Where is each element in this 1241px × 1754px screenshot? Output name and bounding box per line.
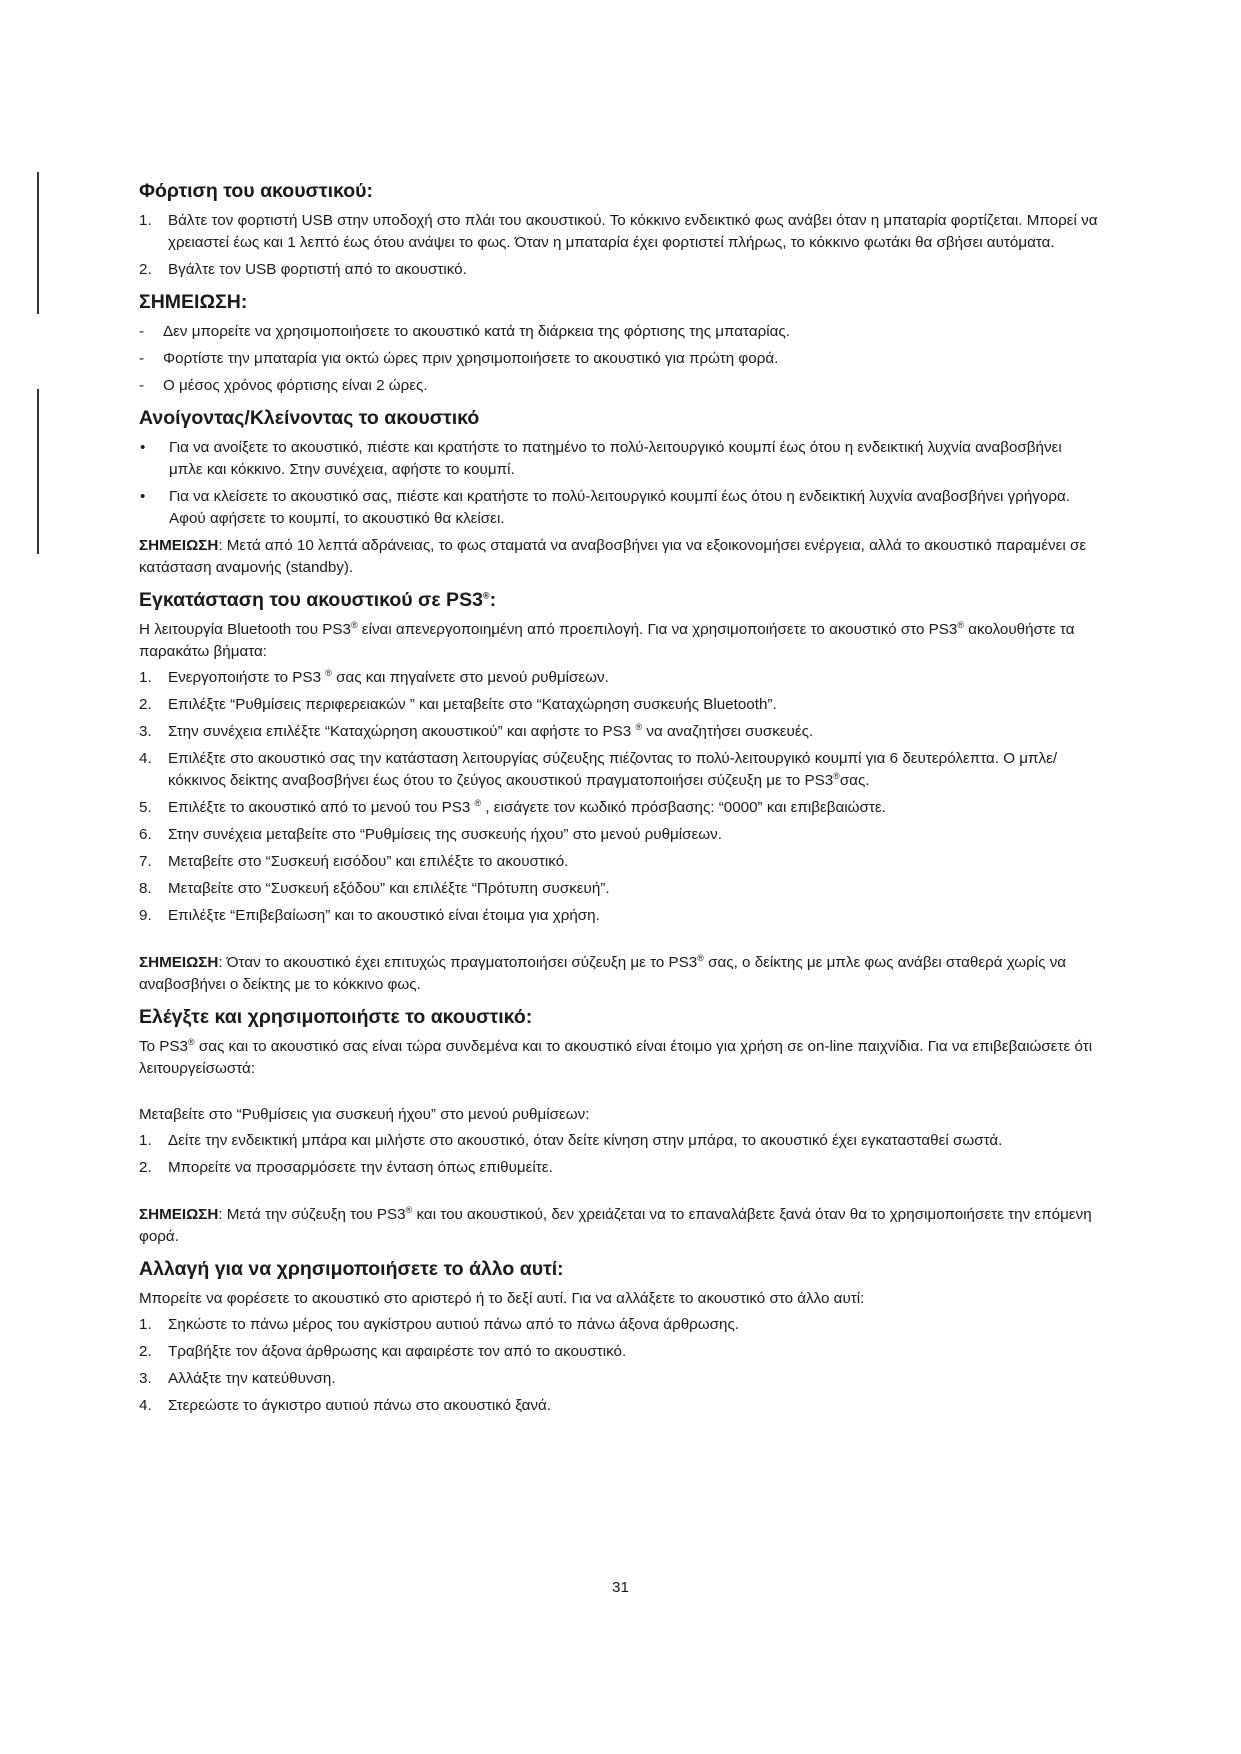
- heading-on-off: Ανοίγοντας/Κλείνοντας το ακουστικό: [139, 407, 480, 429]
- heading-charging: Φόρτιση του ακουστικού:: [139, 180, 373, 202]
- list-item: 8. Μεταβείτε στο “Συσκευή εξόδου” και επιλέξτε “Πρότυπη συσκευή”.: [139, 880, 610, 897]
- list-item: 3. Αλλάξτε την κατεύθυνση.: [139, 1370, 336, 1387]
- spacer: [139, 1084, 1099, 1104]
- list-item: 5. Επιλέξτε το ακουστικό από το μενού του PS3 ® , εισάγετε τον κωδικό πρόσβασης: “0000” και επιβεβαιώστε.: [139, 797, 886, 816]
- heading-ps3-setup: Εγκατάσταση του ακουστικού σε PS3®:: [139, 589, 497, 611]
- document-page: [139, 170, 1099, 1422]
- change-bar: [37, 172, 39, 314]
- list-item: 1. Σηκώστε το πάνω μέρος του αγκίστρου αυτιού πάνω από το πάνω άξονα άρθρωσης.: [139, 1316, 740, 1333]
- list-item: 2. Τραβήξτε τον άξονα άρθρωσης και αφαιρέστε τον από το ακουστικό.: [139, 1343, 627, 1360]
- intro-paragraph: Η λειτουργία Bluetooth του PS3® είναι απενεργοποιημένη από προεπιλογή. Για να χρησιμοποιήσετε το ακουστικό στο PS3® ακολουθήστε τα παρακάτω βήματα:: [139, 619, 1075, 660]
- list-item: 6. Στην συνέχεια μεταβείτε στο “Ρυθμίσεις της συσκευής ήχου” στο μενού ρυθμίσεων.: [139, 826, 722, 843]
- heading-test-use: Ελέγξτε και χρησιμοποιήστε το ακουστικό:: [139, 1006, 533, 1028]
- list-item: • Για να ανοίξετε το ακουστικό, πιέστε και κρατήστε το πατημένο το πολύ-λειτουργικό κουμπί έως ότου η ενδεικτική λυχνία αναβοσβήνει μπλε και κόκκινο. Στην συνέχεια, αφήστε το κουμπί.: [140, 439, 1062, 478]
- spacer: [139, 932, 1099, 952]
- list-item: 4. Στερεώστε το άγκιστρο αυτιού πάνω στο ακουστικό ξανά.: [139, 1397, 552, 1414]
- list-item: 9. Επιλέξτε “Επιβεβαίωση” και το ακουστικό είναι έτοιμα για χρήση.: [139, 907, 600, 924]
- list-item: 2. Επιλέξτε “Ρυθμίσεις περιφερειακών ” και μεταβείτε στο “Καταχώρηση συσκευής Bluetooth”.: [139, 696, 777, 713]
- list-item: 4. Επιλέξτε στο ακουστικό σας την κατάσταση λειτουργίας σύζευξης πιέζοντας το πολύ-λειτουργικό κουμπί για 6 δευτερόλεπτα. Ο μπλε/κόκκινος δείκτης αναβοσβήνει έως ότου το ζεύγος ακουστικού πραγματοποιήσει σύζευξη με το PS3®σας.: [139, 750, 1058, 789]
- intro-paragraph: Μπορείτε να φορέσετε το ακουστικό στο αριστερό ή το δεξί αυτί. Για να αλλάξετε το ακουστικό στο άλλο αυτί:: [139, 1290, 865, 1307]
- lead-paragraph: Μεταβείτε στο “Ρυθμίσεις για συσκευή ήχου” στο μενού ρυθμίσεων:: [139, 1106, 590, 1123]
- list-item: - Δεν μπορείτε να χρησιμοποιήσετε το ακουστικό κατά τη διάρκεια της φόρτισης της μπαταρίας.: [139, 323, 790, 340]
- page-number: 31: [612, 1579, 629, 1596]
- note-paragraph: ΣΗΜΕΙΩΣΗ: Μετά από 10 λεπτά αδράνειας, το φως σταματά να αναβοσβήνει για να εξοικονομήσει ενέργεια, αλλά το ακουστικό παραμένει σε κατάσταση αναμονής (standby).: [139, 537, 1087, 576]
- spacer: [139, 1184, 1099, 1204]
- list-item: • Για να κλείσετε το ακουστικό σας, πιέστε και κρατήστε το πολύ-λειτουργικό κουμπί έως ότου η ενδεικτική λυχνία αναβοσβήνει γρήγορα. Αφού αφήσετε το κουμπί, το ακουστικό θα κλείσει.: [140, 488, 1070, 527]
- note-paragraph: ΣΗΜΕΙΩΣΗ: Όταν το ακουστικό έχει επιτυχώς πραγματοποιήσει σύζευξη με το PS3® σας, ο δείκτης με μπλε φως ανάβει σταθερά χωρίς να αναβοσβήνει ο δείκτης με το κόκκινο φως.: [139, 952, 1067, 993]
- list-item: - Φορτίστε την μπαταρία για οκτώ ώρες πριν χρησιμοποιήσετε το ακουστικό για πρώτη φορά.: [139, 350, 779, 367]
- change-bar: [37, 389, 39, 554]
- list-item: 1. Βάλτε τον φορτιστή USB στην υποδοχή στο πλάι του ακουστικού. Το κόκκινο ενδεικτικό φως ανάβει όταν η μπαταρία φορτίζεται. Μπορεί να χρειαστεί έως και 1 λεπτό έως ότου ανάψει το φως. Όταν η μπαταρία έχει φορτιστεί πλήρως, το κόκκινο φωτάκι θα σβήσει αυτόματα.: [139, 212, 1098, 251]
- heading-change-ear: Αλλαγή για να χρησιμοποιήσετε το άλλο αυτί:: [139, 1258, 564, 1280]
- heading-note: ΣΗΜΕΙΩΣΗ:: [139, 291, 248, 313]
- list-item: 1. Ενεργοποιήστε το PS3 ® σας και πηγαίνετε στο μενού ρυθμίσεων.: [139, 667, 609, 686]
- intro-paragraph: Το PS3® σας και το ακουστικό σας είναι τώρα συνδεμένα και το ακουστικό είναι έτοιμο για χρήση σε on-line παιχνίδια. Για να επιβεβαιώσετε ότι λειτουργείσωστά:: [139, 1036, 1093, 1077]
- list-item: 3. Στην συνέχεια επιλέξτε “Καταχώρηση ακουστικού” και αφήστε το PS3 ® να αναζητήσει συσκευές.: [139, 721, 814, 740]
- list-item: 7. Μεταβείτε στο “Συσκευή εισόδου” και επιλέξτε το ακουστικό.: [139, 853, 569, 870]
- list-item: - Ο μέσος χρόνος φόρτισης είναι 2 ώρες.: [139, 377, 428, 394]
- list-item: 2. Βγάλτε τον USB φορτιστή από το ακουστικό.: [139, 261, 467, 278]
- note-paragraph: ΣΗΜΕΙΩΣΗ: Μετά την σύζευξη του PS3® και του ακουστικού, δεν χρειάζεται να το επαναλάβετε ξανά όταν θα το χρησιμοποιήσετε την επόμενη φορά.: [139, 1204, 1092, 1245]
- list-item: 2. Μπορείτε να προσαρμόσετε την ένταση όπως επιθυμείτε.: [139, 1159, 553, 1176]
- list-item: 1. Δείτε την ενδεικτική μπάρα και μιλήστε στο ακουστικό, όταν δείτε κίνηση στην μπάρα, το ακουστικό έχει εγκατασταθεί σωστά.: [139, 1132, 1003, 1149]
